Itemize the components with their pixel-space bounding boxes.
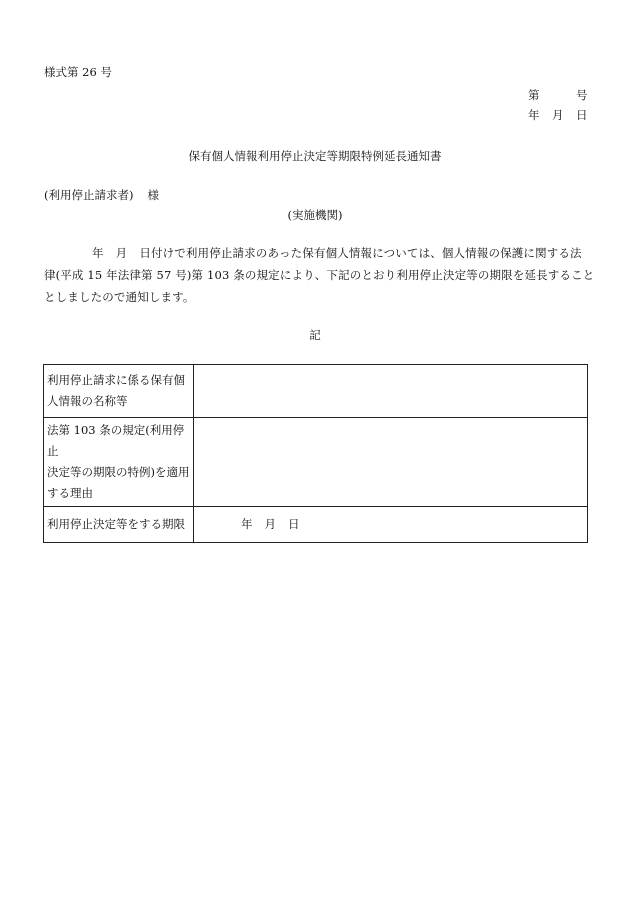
row1-label-line-1: 利用停止請求に係る保有個 xyxy=(47,373,185,387)
notice-body-line-2: 律(平成 15 年法律第 57 号)第 103 条の規定により、下記のとおり利用停止決定等の期限を延長すること xyxy=(44,268,595,282)
details-table xyxy=(43,364,588,543)
row1-label-line-2: 人情報の名称等 xyxy=(47,394,128,408)
table-label-cell xyxy=(44,418,194,507)
notice-body xyxy=(44,242,595,308)
document-number-suffix: 号 xyxy=(576,88,588,102)
addressee xyxy=(44,189,159,203)
table-value-cell[interactable] xyxy=(194,365,588,418)
body-month: 月 xyxy=(115,246,128,260)
document-number-label: 第 xyxy=(528,88,540,102)
implementing-organization: (実施機関) xyxy=(287,208,343,222)
issue-date-month: 月 xyxy=(552,108,564,122)
deadline-month: 月 xyxy=(264,517,276,531)
table-row xyxy=(44,418,588,507)
deadline-day: 日 xyxy=(288,517,300,531)
row2-label-line-2: 決定等の期限の特例)を適用 xyxy=(47,465,190,479)
notice-body-line-3: としましたので通知します。 xyxy=(44,290,195,304)
issue-date-day: 日 xyxy=(576,108,588,122)
notice-body-line-1 xyxy=(44,242,588,264)
body-year: 年 xyxy=(92,246,104,260)
table-label-cell: 利用停止決定等をする期限 xyxy=(44,507,194,543)
deadline-value-cell[interactable] xyxy=(194,507,588,543)
table-row xyxy=(44,507,588,543)
issue-date-year: 年 xyxy=(528,108,540,122)
table-row xyxy=(44,365,588,418)
ki-heading: 記 xyxy=(309,328,321,342)
body-line-1-text: 日付けで利用停止請求のあった保有個人情報については、個人情報の保護に関する法 xyxy=(139,246,582,260)
table-value-cell[interactable] xyxy=(194,418,588,507)
deadline-date xyxy=(197,514,300,535)
addressee-name: (利用停止請求者) xyxy=(44,188,134,202)
row2-label-line-1: 法第 103 条の規定(利用停止 xyxy=(47,423,185,458)
table-label-cell xyxy=(44,365,194,418)
form-number: 様式第 26 号 xyxy=(44,65,112,79)
addressee-honorific: 様 xyxy=(147,188,159,202)
row2-label-line-3: する理由 xyxy=(47,486,93,500)
document-title: 保有個人情報利用停止決定等期限特例延長通知書 xyxy=(188,149,442,163)
deadline-year: 年 xyxy=(241,517,253,531)
